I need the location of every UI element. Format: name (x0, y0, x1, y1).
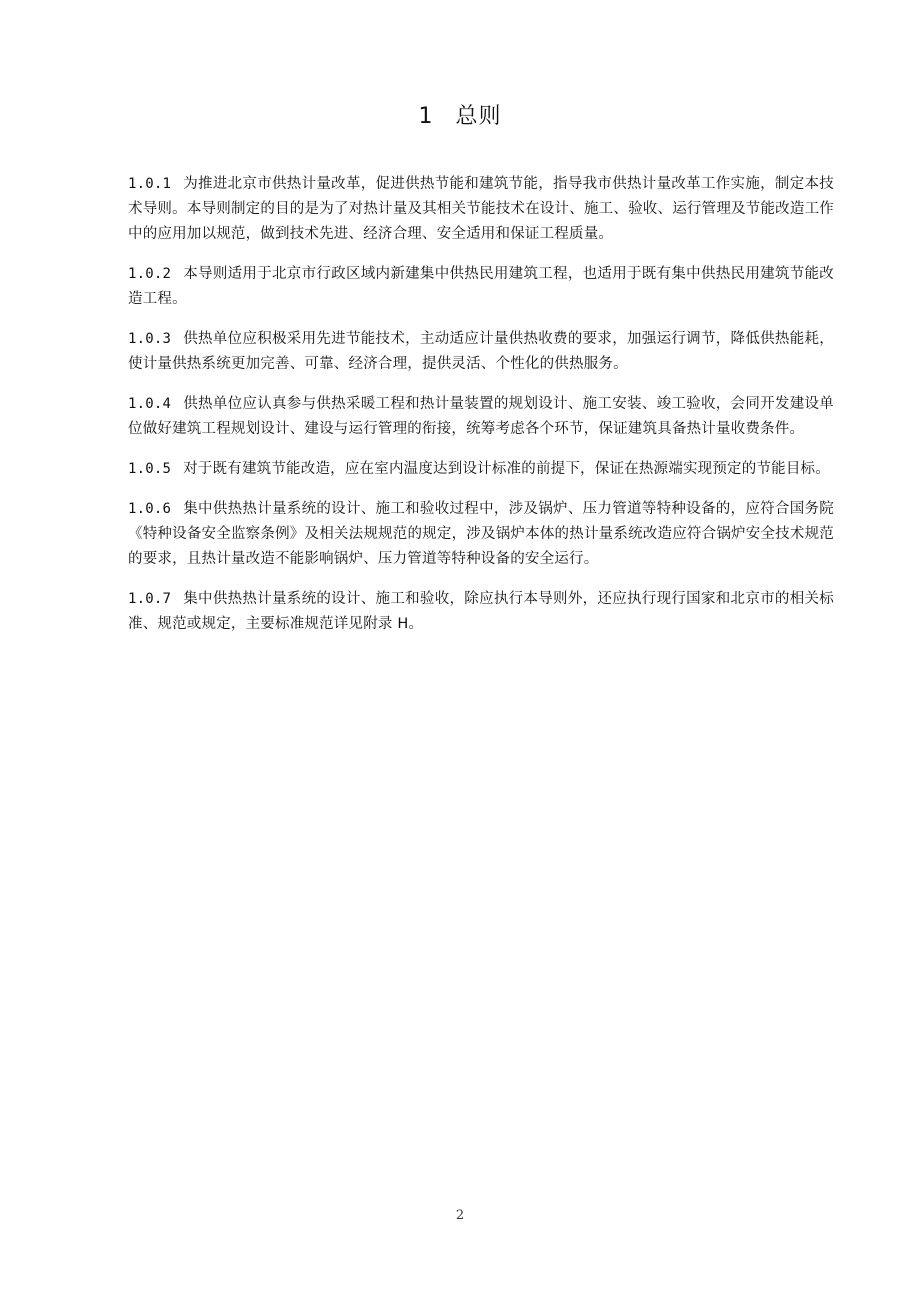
clause-number: 1.0.5 (128, 461, 172, 477)
clause-text: 供热单位应认真参与供热采暖工程和热计量装置的规划设计、施工安装、竣工验收，会同开发建设单位做好建筑工程规划设计、建设与运行管理的衔接，统筹考虑各个环节，保证建筑具备热计量收费条件。 (128, 396, 834, 437)
clause-text: 供热单位应积极采用先进节能技术，主动适应计量供热收费的要求，加强运行调节，降低供热能耗，使计量供热系统更加完善、可靠、经济合理，提供灵活、个性化的供热服务。 (128, 331, 834, 372)
clause-list (128, 172, 834, 652)
chapter-heading (0, 100, 920, 134)
clause-text: 对于既有建筑节能改造，应在室内温度达到设计标准的前提下，保证在热源端实现预定的节能目标。 (183, 461, 830, 477)
clause-number: 1.0.7 (128, 591, 172, 607)
clause-text: 为推进北京市供热计量改革，促进供热节能和建筑节能，指导我市供热计量改革工作实施，制定本技术导则。本导则制定的目的是为了对热计量及其相关节能技术在设计、施工、验收、运行管理及节能改造工作中的应用加以规范，做到技术先进、经济合理、安全适用和保证工程质量。 (128, 176, 834, 242)
clause-number: 1.0.3 (128, 331, 172, 347)
chapter-number: 1 (418, 104, 434, 129)
clause-text: 集中供热热计量系统的设计、施工和验收，除应执行本导则外，还应执行现行国家和北京市的相关标准、规范或规定，主要标准规范详见附录 H。 (128, 591, 834, 632)
clause-1-0-7 (128, 587, 834, 637)
clause-1-0-6 (128, 497, 834, 572)
clause-number: 1.0.6 (128, 501, 172, 517)
clause-text: 集中供热热计量系统的设计、施工和验收过程中，涉及锅炉、压力管道等特种设备的，应符合国务院《特种设备安全监察条例》及相关法规规范的规定，涉及锅炉本体的热计量系统改造应符合锅炉安全技术规范的要求，且热计量改造不能影响锅炉、压力管道等特种设备的安全运行。 (128, 501, 834, 567)
clause-number: 1.0.2 (128, 266, 172, 282)
chapter-title: 总则 (455, 104, 502, 129)
clause-1-0-1 (128, 172, 834, 247)
clause-1-0-3 (128, 327, 834, 377)
page-number: 2 (455, 1208, 465, 1223)
clause-text: 本导则适用于北京市行政区域内新建集中供热民用建筑工程，也适用于既有集中供热民用建筑节能改造工程。 (128, 266, 834, 307)
clause-1-0-4 (128, 392, 834, 442)
clause-number: 1.0.4 (128, 396, 172, 412)
clause-number: 1.0.1 (128, 176, 172, 192)
clause-1-0-5 (128, 457, 834, 482)
clause-1-0-2 (128, 262, 834, 312)
